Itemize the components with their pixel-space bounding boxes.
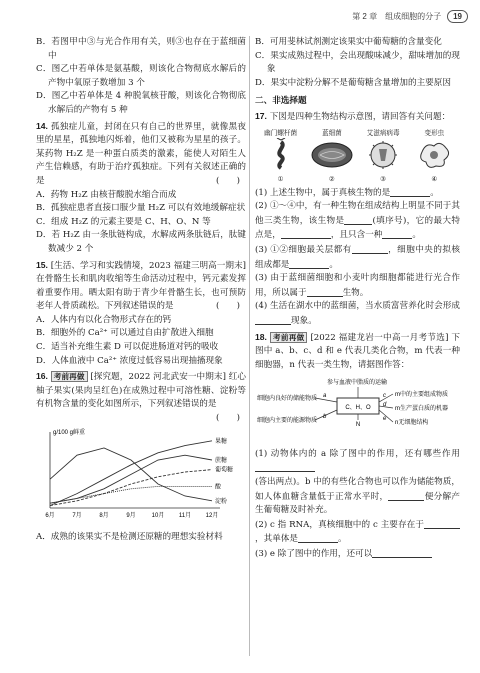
x-tick-label: 7月 bbox=[72, 512, 82, 519]
q18-sub-3-text: (3) e 除了图中的作用，还可以 bbox=[255, 549, 373, 560]
figure-label: 幽门螺杆菌 bbox=[264, 129, 298, 137]
q17-figures bbox=[255, 129, 460, 184]
q17-sub-4 bbox=[255, 272, 460, 300]
q16-line-chart bbox=[36, 416, 246, 529]
section-heading: 二、非选择题 bbox=[255, 95, 307, 106]
q15-option-b[interactable]: B．细胞外的 Ca²⁺ 可以通过自由扩散进入细胞 bbox=[36, 328, 214, 339]
q17-sub-3-text: (3) ①②细胞最关层都有 bbox=[255, 244, 352, 255]
q13-option-b[interactable]: B．若图甲中③与光合作用有关，则③也存在于蓝细菌中 bbox=[36, 37, 246, 61]
diagram-left-label-2: 细胞内主要的能源物质 bbox=[257, 418, 318, 425]
hiv-virus-icon bbox=[363, 138, 403, 172]
series-label: 果糖 bbox=[215, 438, 228, 445]
q17-sub-3-text-b: ，细胞中央的拟核组成都是 bbox=[255, 244, 460, 270]
q17-sub-1-text: (1) 上述生物中，属于真核生物的是 bbox=[255, 187, 391, 198]
answer-blank[interactable] bbox=[255, 314, 291, 325]
q15-answer-paren[interactable]: ( ) bbox=[216, 301, 240, 312]
x-tick-label: 12月 bbox=[205, 512, 219, 519]
figure-helicobacter bbox=[257, 129, 305, 184]
q18-sub-1b-text: (答出两点)。b 中的有些化合物也可以作为储能物质，如人体血糖含量低于正常水平时， bbox=[255, 477, 460, 502]
q16-number: 16. bbox=[36, 371, 48, 382]
q17-sub-3: (3) ①②细胞最关层都有 ，细胞中央的拟核组成都是 。 bbox=[255, 244, 460, 270]
figure-amoeba bbox=[410, 129, 458, 184]
q18-sub-3 bbox=[255, 547, 460, 562]
q17-sub-1: (1) 上述生物中，属于真核生物的是 。 bbox=[255, 187, 439, 198]
diagram-center-label: C、H、O bbox=[345, 405, 371, 412]
left-column bbox=[36, 36, 246, 545]
series-line-0 bbox=[50, 440, 212, 505]
answer-blank[interactable] bbox=[281, 228, 331, 239]
y-axis-label: g/100 g鲜重 bbox=[53, 429, 86, 436]
node-a: a bbox=[323, 393, 327, 400]
amoeba-icon bbox=[414, 138, 454, 172]
q15-option-a[interactable]: A．人体内有以化合物形式存在的钙 bbox=[36, 314, 172, 325]
figure-cyanobacteria bbox=[308, 129, 356, 184]
figure-label: 蓝细菌 bbox=[321, 129, 342, 137]
q16-option-a[interactable]: A．成熟的该果实不是检测还原糖的理想实验材料 bbox=[36, 532, 223, 543]
q17-sub-4-text-b: 生物。 bbox=[342, 287, 369, 298]
q14-answer-paren[interactable]: ( ) bbox=[216, 175, 240, 186]
q17-sub-2-text: (2) ①～④中，有一种生物在组成结构上明显不同于其他三类生物，该生物是 bbox=[255, 201, 460, 226]
helicobacter-icon bbox=[261, 138, 301, 172]
q17-sub-4-text: (3) 由于蓝细菌细胞和小麦叶肉细胞都能进行光合作用，所以属于 bbox=[255, 273, 460, 298]
right-column bbox=[255, 36, 460, 562]
q16-stem bbox=[36, 370, 247, 424]
q15-option-d[interactable]: D．人体血液中 Ca²⁺ 浓度过低容易出现抽搐现象 bbox=[36, 355, 223, 366]
q14-option-a[interactable]: A．药物 H₂Z 由核苷酸脱水缩合而成 bbox=[36, 189, 177, 200]
q18-tag: 考前再做 bbox=[270, 332, 307, 343]
q14-number: 14. bbox=[36, 120, 48, 131]
q15-text: [生活、学习和实践情境，2023 福建三明高一期末] 在骨骼生长和肌肉收缩等生命活动过程中，钙元素发挥着重要作用。晒太阳有助于青少年骨骼生长，也可预防老年人骨质疏松。下列叙述错误的是 bbox=[36, 260, 246, 312]
figure-number: ③ bbox=[380, 174, 387, 183]
figure-number: ② bbox=[328, 174, 335, 183]
q15-stem bbox=[36, 259, 246, 314]
answer-blank[interactable] bbox=[372, 547, 432, 558]
node-c: c bbox=[383, 393, 386, 400]
diagram-right-label-1: m中的主要组成物质 bbox=[395, 392, 448, 399]
x-tick-label: 8月 bbox=[99, 512, 109, 519]
page-header bbox=[352, 10, 468, 24]
chart-svg bbox=[36, 426, 241, 524]
answer-blank[interactable] bbox=[352, 243, 388, 254]
figure-number: ④ bbox=[431, 174, 438, 183]
x-tick-label: 6月 bbox=[45, 512, 55, 519]
answer-blank[interactable] bbox=[255, 461, 315, 472]
q15-option-c[interactable]: C．适当补充维生素 D 可以促进肠道对钙的吸收 bbox=[36, 342, 219, 353]
q16-option-c[interactable]: C．果实成熟过程中，会出现酸味减少，甜味增加的现象 bbox=[255, 50, 460, 75]
answer-blank[interactable] bbox=[289, 258, 329, 269]
answer-blank[interactable] bbox=[390, 186, 430, 197]
q16-option-b[interactable]: B．可用斐林试剂测定该果实中葡萄糖的含量变化 bbox=[255, 37, 442, 47]
page-number: 19 bbox=[447, 10, 468, 23]
q13-option-c[interactable]: C．图乙中若单体是氨基酸，则该化合物彻底水解后的产物中氧原子数增加 3 个 bbox=[36, 64, 246, 88]
diagram-right-label-2: m生产蛋白质的机器 bbox=[395, 406, 448, 413]
series-label: 蔗糖 bbox=[215, 457, 228, 464]
q17-number: 17. bbox=[255, 110, 267, 121]
answer-blank[interactable] bbox=[307, 286, 343, 297]
q18-sub-2-text-c: 。 bbox=[337, 534, 347, 545]
q14-option-c[interactable]: C．组成 H₂Z 的元素主要是 C、H、O、N 等 bbox=[36, 216, 211, 227]
q18-sub-1b bbox=[255, 476, 460, 518]
q15-number: 15. bbox=[36, 259, 48, 270]
node-e: e bbox=[383, 416, 387, 423]
x-tick-label: 9月 bbox=[126, 512, 136, 519]
series-line-1 bbox=[50, 455, 212, 503]
q16-tag: 考前再做 bbox=[51, 371, 88, 382]
series-label: 葡萄糖 bbox=[215, 467, 234, 474]
q18-sub-2-text-b: ，其单体是 bbox=[255, 534, 298, 545]
q18-sub-2 bbox=[255, 518, 460, 547]
figure-label: 变形虫 bbox=[424, 129, 445, 137]
series-line-2 bbox=[50, 469, 212, 505]
q16-option-d[interactable]: D．果实中淀粉分解不是葡萄糖含量增加的主要原因 bbox=[255, 77, 451, 88]
q18-number: 18. bbox=[255, 331, 267, 342]
figure-label: 艾滋病病毒 bbox=[366, 129, 400, 137]
q17-stem bbox=[255, 110, 460, 125]
q18-stem bbox=[255, 331, 460, 373]
q14-text: 孤独症儿童，封闭在只有自己的世界里，就像黑夜里的星星，孤独地闪烁着，他们又被称为星星的孩子。某药物 H₂Z 是一种蛋白质类的激素，能使人对陌生人产生信赖感，有助于治疗孤独症。下列有关叙述正确的是 bbox=[36, 121, 246, 186]
q17-sub-5 bbox=[255, 300, 460, 328]
q18-sub-1b-text-b: 便分解产生葡萄糖及时补充。 bbox=[255, 491, 460, 516]
q18-sub-1-text: (1) 动物体内的 a 除了图中的作用，还有哪些作用 bbox=[255, 448, 460, 459]
chapter-title: 第 2 章 组成细胞的分子 bbox=[352, 12, 442, 21]
cyanobacteria-icon bbox=[310, 138, 354, 172]
series-label: 淀粉 bbox=[215, 498, 228, 505]
q14-option-b[interactable]: B．孤独症患者直接口服少量 H₂Z 可以有效地缓解症状 bbox=[36, 203, 246, 214]
q17-sub-5-text-b: 现象。 bbox=[291, 315, 317, 326]
q16-text: [探究题，2022 河北武安一中期末] 红心柚子果实(果肉呈红色)在成熟过程中可溶性糖、淀粉等有机物含量的变化如图所示，下列叙述错误的是 bbox=[36, 372, 247, 410]
figure-hiv bbox=[359, 129, 407, 184]
diagram-center-n: N bbox=[355, 422, 361, 429]
x-tick-label: 11月 bbox=[178, 512, 192, 519]
q17-sub-2-text-c: ，且只含一种 bbox=[330, 230, 383, 241]
q18-diagram bbox=[255, 376, 460, 444]
q18-text: [2022 福建龙岩一中高一月考节选] 下图中 a、b、c、d 和 e 代表几类化合物，m 代表一种细胞器，n 代表一类生物，请据图作答： bbox=[255, 332, 461, 370]
answer-blank[interactable] bbox=[388, 490, 424, 501]
node-d: d bbox=[383, 402, 387, 409]
diagram-top-label: 参与血液中脂质的运输 bbox=[326, 380, 388, 387]
q17-sub-2: (2) ①～④中，有一种生物在组成结构上明显不同于其他三类生物，该生物是 (填序号)，它的最大特点是， ，且只含一种 。 bbox=[255, 201, 460, 241]
figure-number: ① bbox=[277, 174, 284, 183]
x-tick-label: 10月 bbox=[151, 512, 165, 519]
answer-blank[interactable] bbox=[298, 532, 338, 543]
answer-blank[interactable] bbox=[424, 518, 460, 529]
q18-sub-1 bbox=[255, 448, 460, 476]
diagram-left-label-1: 细胞内良好的储能物质 bbox=[257, 396, 318, 403]
q18-sub-2-text: (2) c 指 RNA，真核细胞中的 c 主要存在于 bbox=[255, 519, 424, 530]
q17-sub-2-text-b: (填序号)，它的最大特点是 bbox=[255, 215, 460, 241]
q17-text: 下図是四种生物结构示意图，请回答有关问题： bbox=[269, 111, 451, 122]
series-label: 酸 bbox=[215, 484, 222, 491]
node-b: b bbox=[323, 414, 327, 421]
compound-diagram bbox=[255, 376, 460, 438]
q14-stem bbox=[36, 120, 246, 189]
column-divider bbox=[249, 36, 250, 656]
diagram-right-label-3: n无细胞结构 bbox=[395, 420, 429, 427]
q17-sub-5-text: (4) 生活在湖水中的蓝细菌，当水质富营养化时会形成 bbox=[255, 301, 460, 312]
answer-blank[interactable] bbox=[344, 214, 372, 225]
q14-option-d[interactable]: D．若 H₂Z 由一条肽链构成，水解成两条肽链后，肽键数减少 2 个 bbox=[36, 230, 246, 254]
q13-option-d[interactable]: D．图乙中若单体是 4 种脱氧核苷酸，则该化合物彻底水解后的产物有 5 种 bbox=[36, 91, 246, 115]
q16-answer-paren[interactable]: ( ) bbox=[216, 413, 240, 424]
answer-blank[interactable] bbox=[382, 228, 412, 239]
